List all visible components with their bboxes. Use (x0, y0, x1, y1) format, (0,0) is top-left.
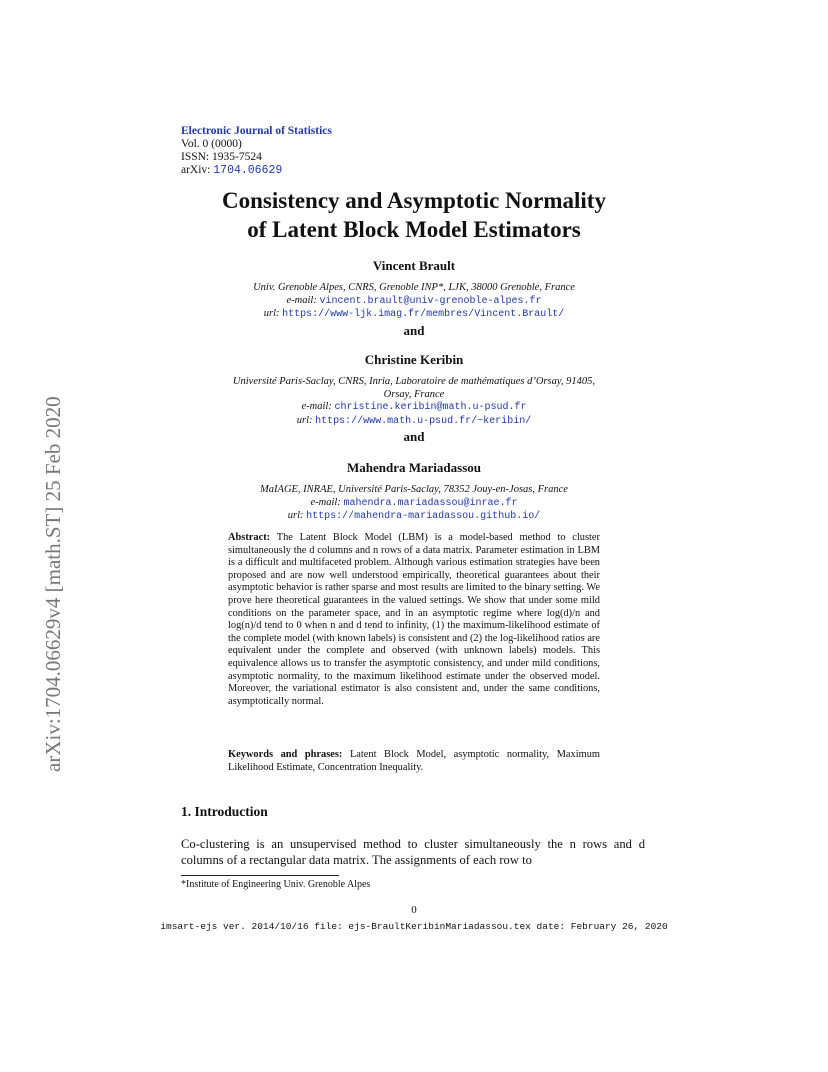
keywords-label: Keywords and phrases: (228, 749, 343, 760)
author-email (150, 295, 678, 309)
author-name: Vincent Brault (372, 258, 456, 273)
url-link[interactable]: https://mahendra-mariadassou.github.io/ (306, 511, 541, 522)
url-link[interactable]: https://www.math.u-psud.fr/~keribin/ (315, 415, 532, 427)
arxiv-id-label: arXiv:1704.06629v4 [math.ST] 25 Feb 2020 (41, 396, 65, 772)
journal-header (181, 125, 481, 177)
section-heading: 1. Introduction (181, 804, 268, 819)
abstract (228, 532, 600, 708)
footnote-rule (181, 875, 339, 876)
issn-info: ISSN: 1935-7524 (181, 151, 262, 163)
author-email (150, 401, 678, 415)
author-affiliation: MaIAGE, INRAE, Université Paris-Saclay, 78352 Jouy-en-Josas, France (260, 484, 568, 495)
author-affiliation-cont: Orsay, France (383, 388, 445, 400)
author-url (150, 308, 678, 322)
abstract-text: The Latent Block Model (LBM) is a model-based method to cluster simultaneously the d columns and n rows of a data matrix. Parameter estimation in LBM is a difficult and multifaceted problem. Although various estimation strategies have been proposed and are now well understood empirically, theoretical guarantees about their asymptotic behavior is rather sparse and most results are limited to the binary setting. We prove here theoretical guarantees in the valued settings. We show that under some mild conditions on the parameter space, and in an asymptotic regime where log(d)/n and log(n)/d tend to 0 when n and d tend to infinity, (1) the maximum-likelihood estimate of the complete model (with known labels) is consistent and (2) the log-likelihood ratios are equivalent under the complete and observed (with unknown labels) models. This equivalence allows us to transfer the asymptotic consistency, and under mild conditions, asymptotic normality, to the maximum likelihood estimate under the observed model. Moreover, the variational estimator is also consistent and, under the same conditions, asymptotically normal. (228, 532, 600, 707)
author-url (150, 510, 678, 524)
journal-name-link[interactable]: Electronic Journal of Statistics (181, 125, 332, 137)
author-affiliation: Univ. Grenoble Alpes, CNRS, Grenoble INP*, LJK, 38000 Grenoble, France (253, 282, 575, 293)
url-label: url: (296, 414, 313, 426)
author-name: Christine Keribin (364, 352, 464, 367)
author-block-1 (150, 258, 678, 339)
arxiv-sidebar-stamp (39, 272, 73, 772)
email-label: e-mail: (301, 401, 332, 412)
volume-info: Vol. 0 (0000) (181, 138, 242, 150)
author-email (150, 497, 678, 511)
keywords (228, 749, 600, 774)
arxiv-number-link[interactable]: 1704.06629 (213, 164, 283, 177)
email-link[interactable]: vincent.brault@univ-grenoble-alpes.fr (319, 295, 542, 307)
page-number: 0 (411, 904, 417, 916)
title-line-2: of Latent Block Model Estimators (247, 217, 581, 242)
footnote: *Institute of Engineering Univ. Grenoble Alpes (181, 879, 371, 890)
body-paragraph: Co-clustering is an unsupervised method to cluster simultaneously the n rows and d columns of a rectangular data matrix. The assignments of each row to (181, 837, 645, 867)
and-separator: and (403, 322, 425, 338)
arxiv-label: arXiv: (181, 164, 211, 176)
url-label: url: (287, 510, 304, 521)
url-label: url: (263, 308, 280, 319)
keywords-text: Latent Block Model, asymptotic normality, Maximum Likelihood Estimate, Concentration Inequality. (228, 749, 600, 773)
author-block-2 (150, 352, 678, 445)
page-footer: imsart-ejs ver. 2014/10/16 file: ejs-BraultKeribinMariadassou.tex date: February 26, 2020 (160, 921, 668, 932)
author-block-3 (150, 460, 678, 524)
author-affiliation: Université Paris-Saclay, CNRS, Inria, Laboratoire de mathématiques d’Orsay, 91405, (232, 376, 596, 387)
url-link[interactable]: https://www-ljk.imag.fr/membres/Vincent.Brault/ (282, 309, 565, 320)
email-label: e-mail: (286, 294, 317, 306)
abstract-label: Abstract: (228, 532, 271, 543)
email-link[interactable]: christine.keribin@math.u-psud.fr (334, 402, 527, 413)
and-separator: and (403, 429, 425, 444)
paper-title (150, 186, 678, 244)
author-name: Mahendra Mariadassou (347, 460, 481, 475)
email-label: e-mail: (310, 496, 341, 508)
email-link[interactable]: mahendra.mariadassou@inrae.fr (343, 497, 518, 509)
title-line-1: Consistency and Asymptotic Normality (222, 188, 606, 213)
arxiv-info (181, 164, 481, 177)
author-url (150, 415, 678, 429)
